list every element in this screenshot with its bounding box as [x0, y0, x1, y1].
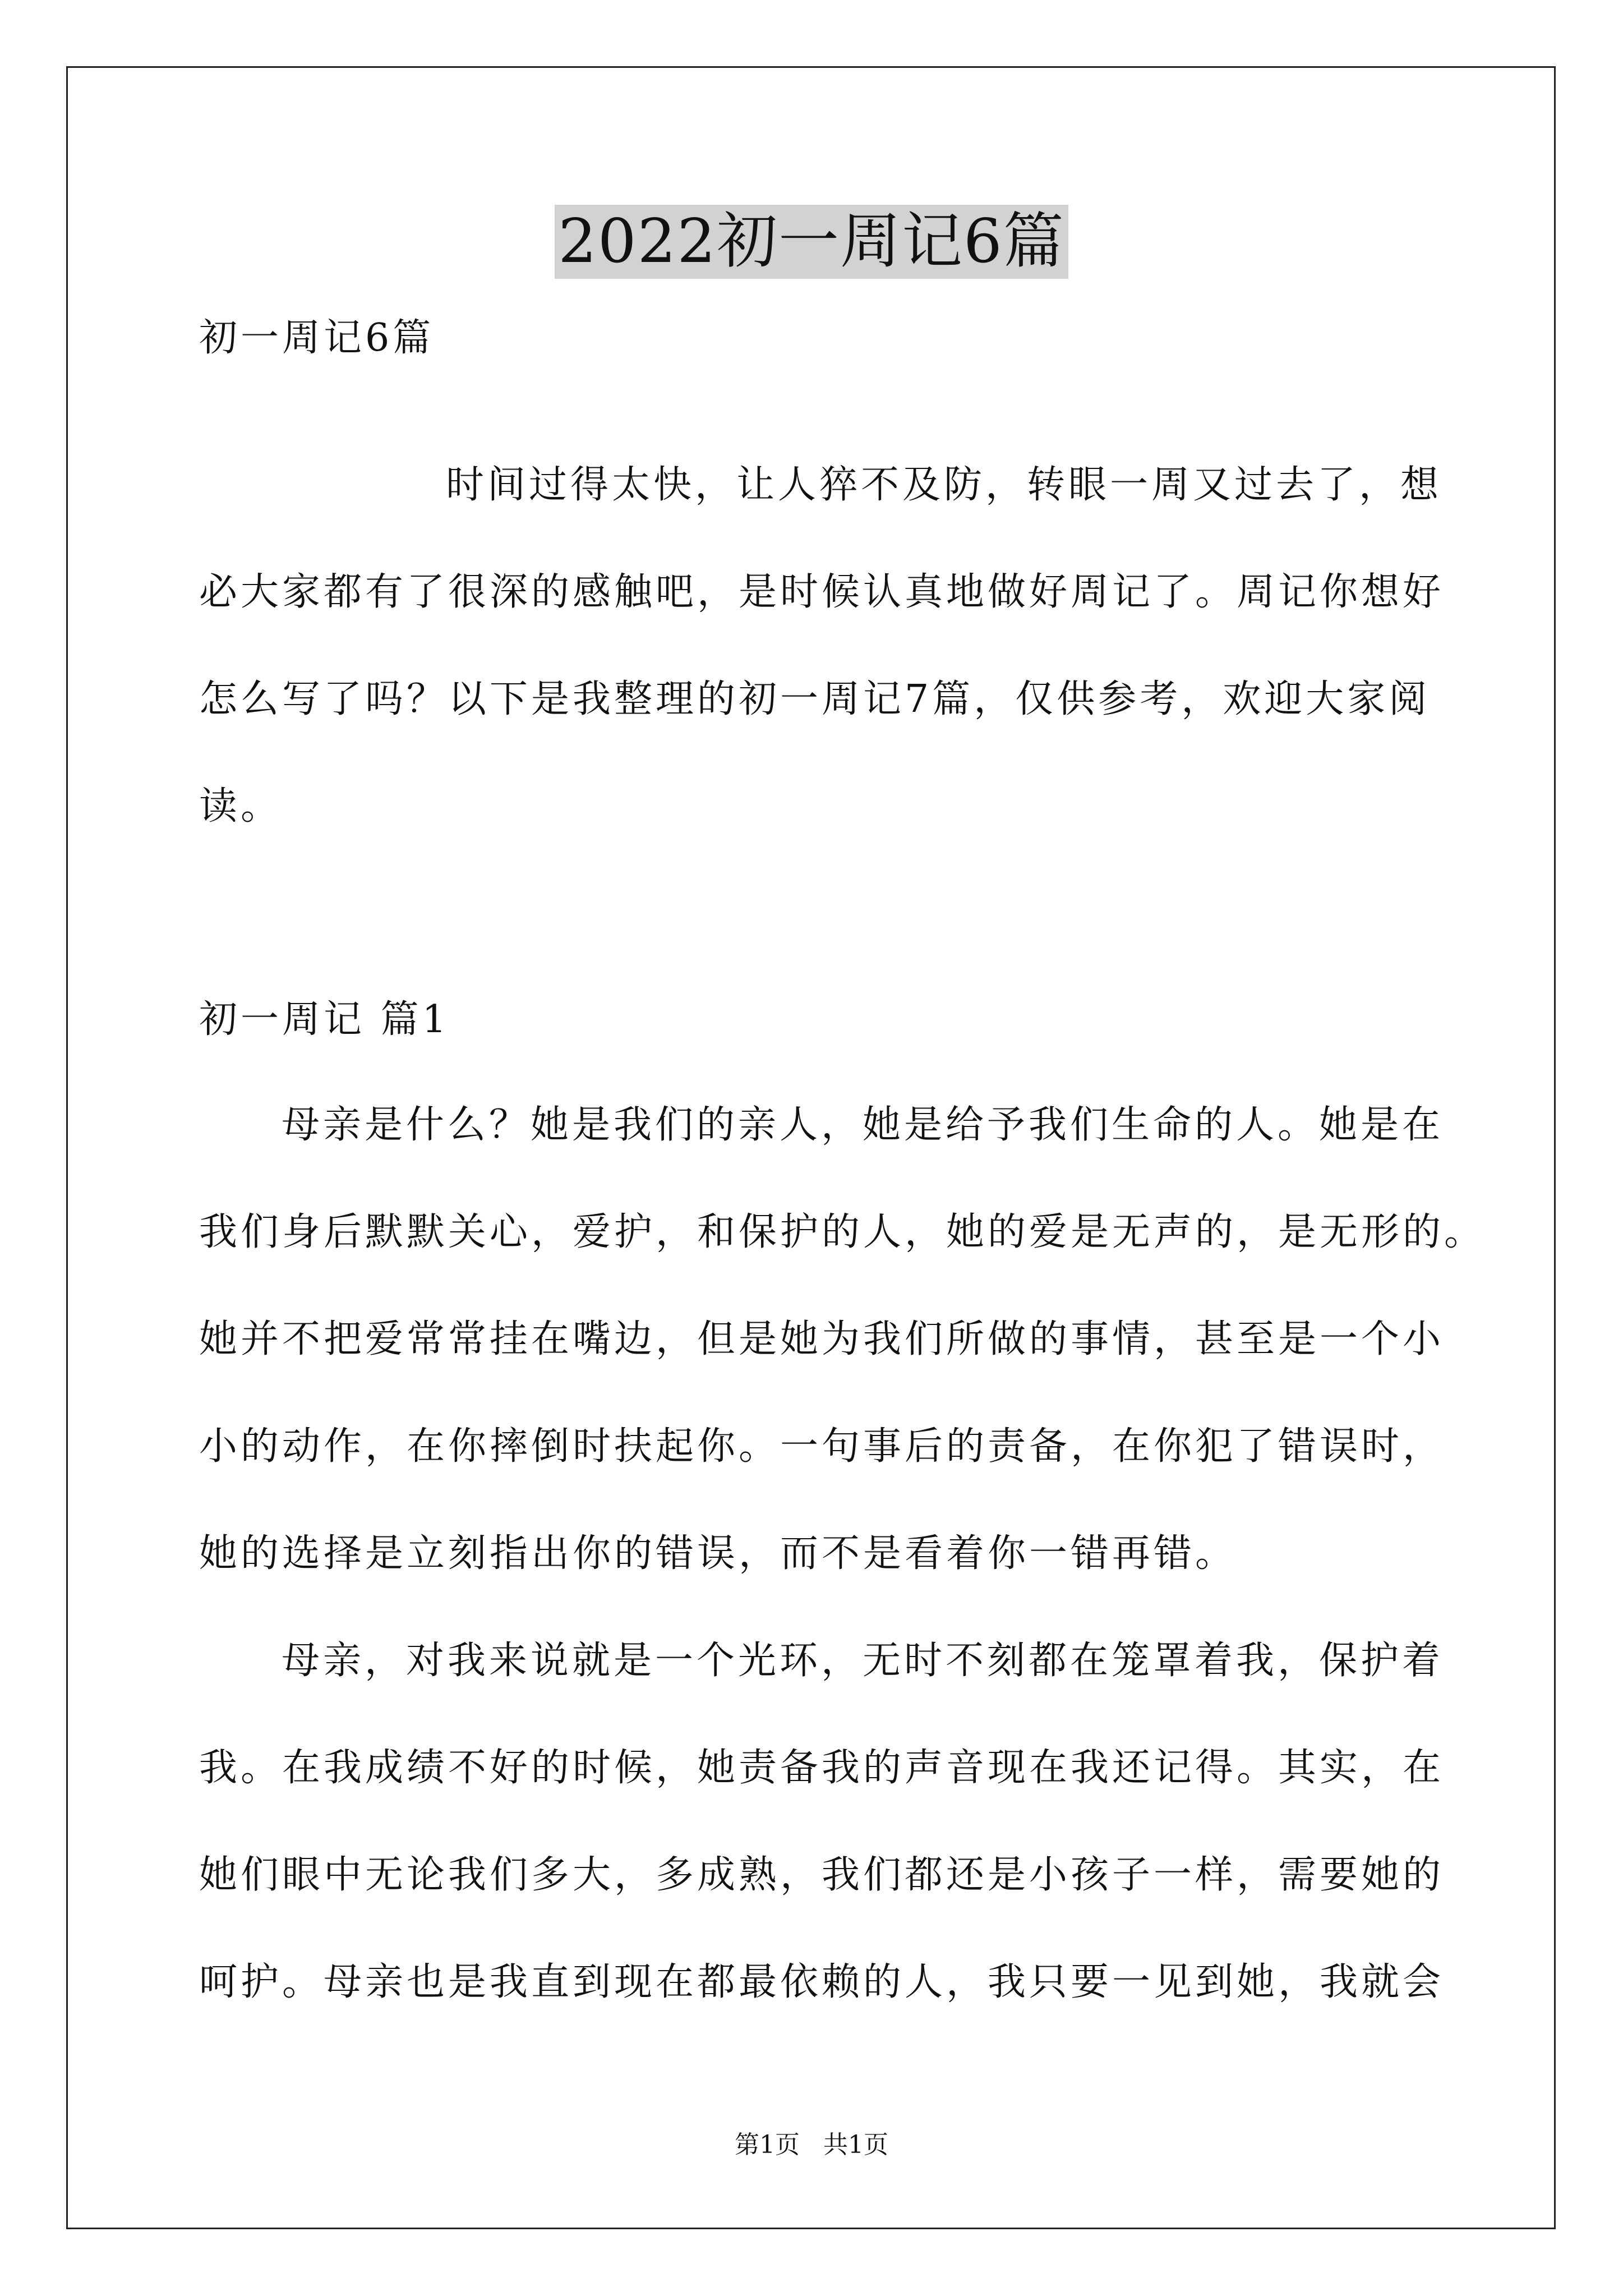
section-heading: 初一周记 篇1 [199, 997, 450, 1042]
intro-line-2: 必大家都有了很深的感触吧，是时候认真地做好周记了。周记你想好 [199, 570, 1445, 614]
para1-line-3: 她并不把爱常常挂在嘴边，但是她为我们所做的事情，甚至是一个小 [199, 1317, 1445, 1361]
page-number: 第1页 [735, 2131, 800, 2159]
page-footer [0, 2130, 1623, 2160]
intro-line-1: 时间过得太快，让人猝不及防，转眼一周又过去了，想 [446, 463, 1442, 507]
para1-line-2: 我们身后默默关心，爱护，和保护的人，她的爱是无声的，是无形的。 [199, 1210, 1486, 1254]
page-border [66, 66, 1556, 2229]
document-subtitle: 初一周记6篇 [199, 316, 435, 360]
document-title: 2022初一周记6篇 [555, 205, 1068, 279]
para1-line-1: 母亲是什么？她是我们的亲人，她是给予我们生命的人。她是在 [282, 1103, 1444, 1147]
para2-line-4: 呵护。母亲也是我直到现在都最依赖的人，我只要一见到她，我就会 [199, 1960, 1445, 2004]
title-wrap [0, 205, 1623, 279]
para2-line-1: 母亲，对我来说就是一个光环，无时不刻都在笼罩着我，保护着 [282, 1639, 1444, 1683]
para2-line-2: 我。在我成绩不好的时候，她责备我的声音现在我还记得。其实，在 [199, 1746, 1445, 1790]
intro-line-3: 怎么写了吗？以下是我整理的初一周记7篇，仅供参考，欢迎大家阅 [199, 677, 1431, 721]
para1-line-5: 她的选择是立刻指出你的错误，而不是看着你一错再错。 [199, 1531, 1237, 1576]
intro-line-4: 读。 [199, 784, 283, 829]
para1-line-4: 小的动作，在你摔倒时扶起你。一句事后的责备，在你犯了错误时， [199, 1424, 1445, 1469]
para2-line-3: 她们眼中无论我们多大，多成熟，我们都还是小孩子一样，需要她的 [199, 1853, 1445, 1897]
page-total: 共1页 [823, 2131, 888, 2159]
